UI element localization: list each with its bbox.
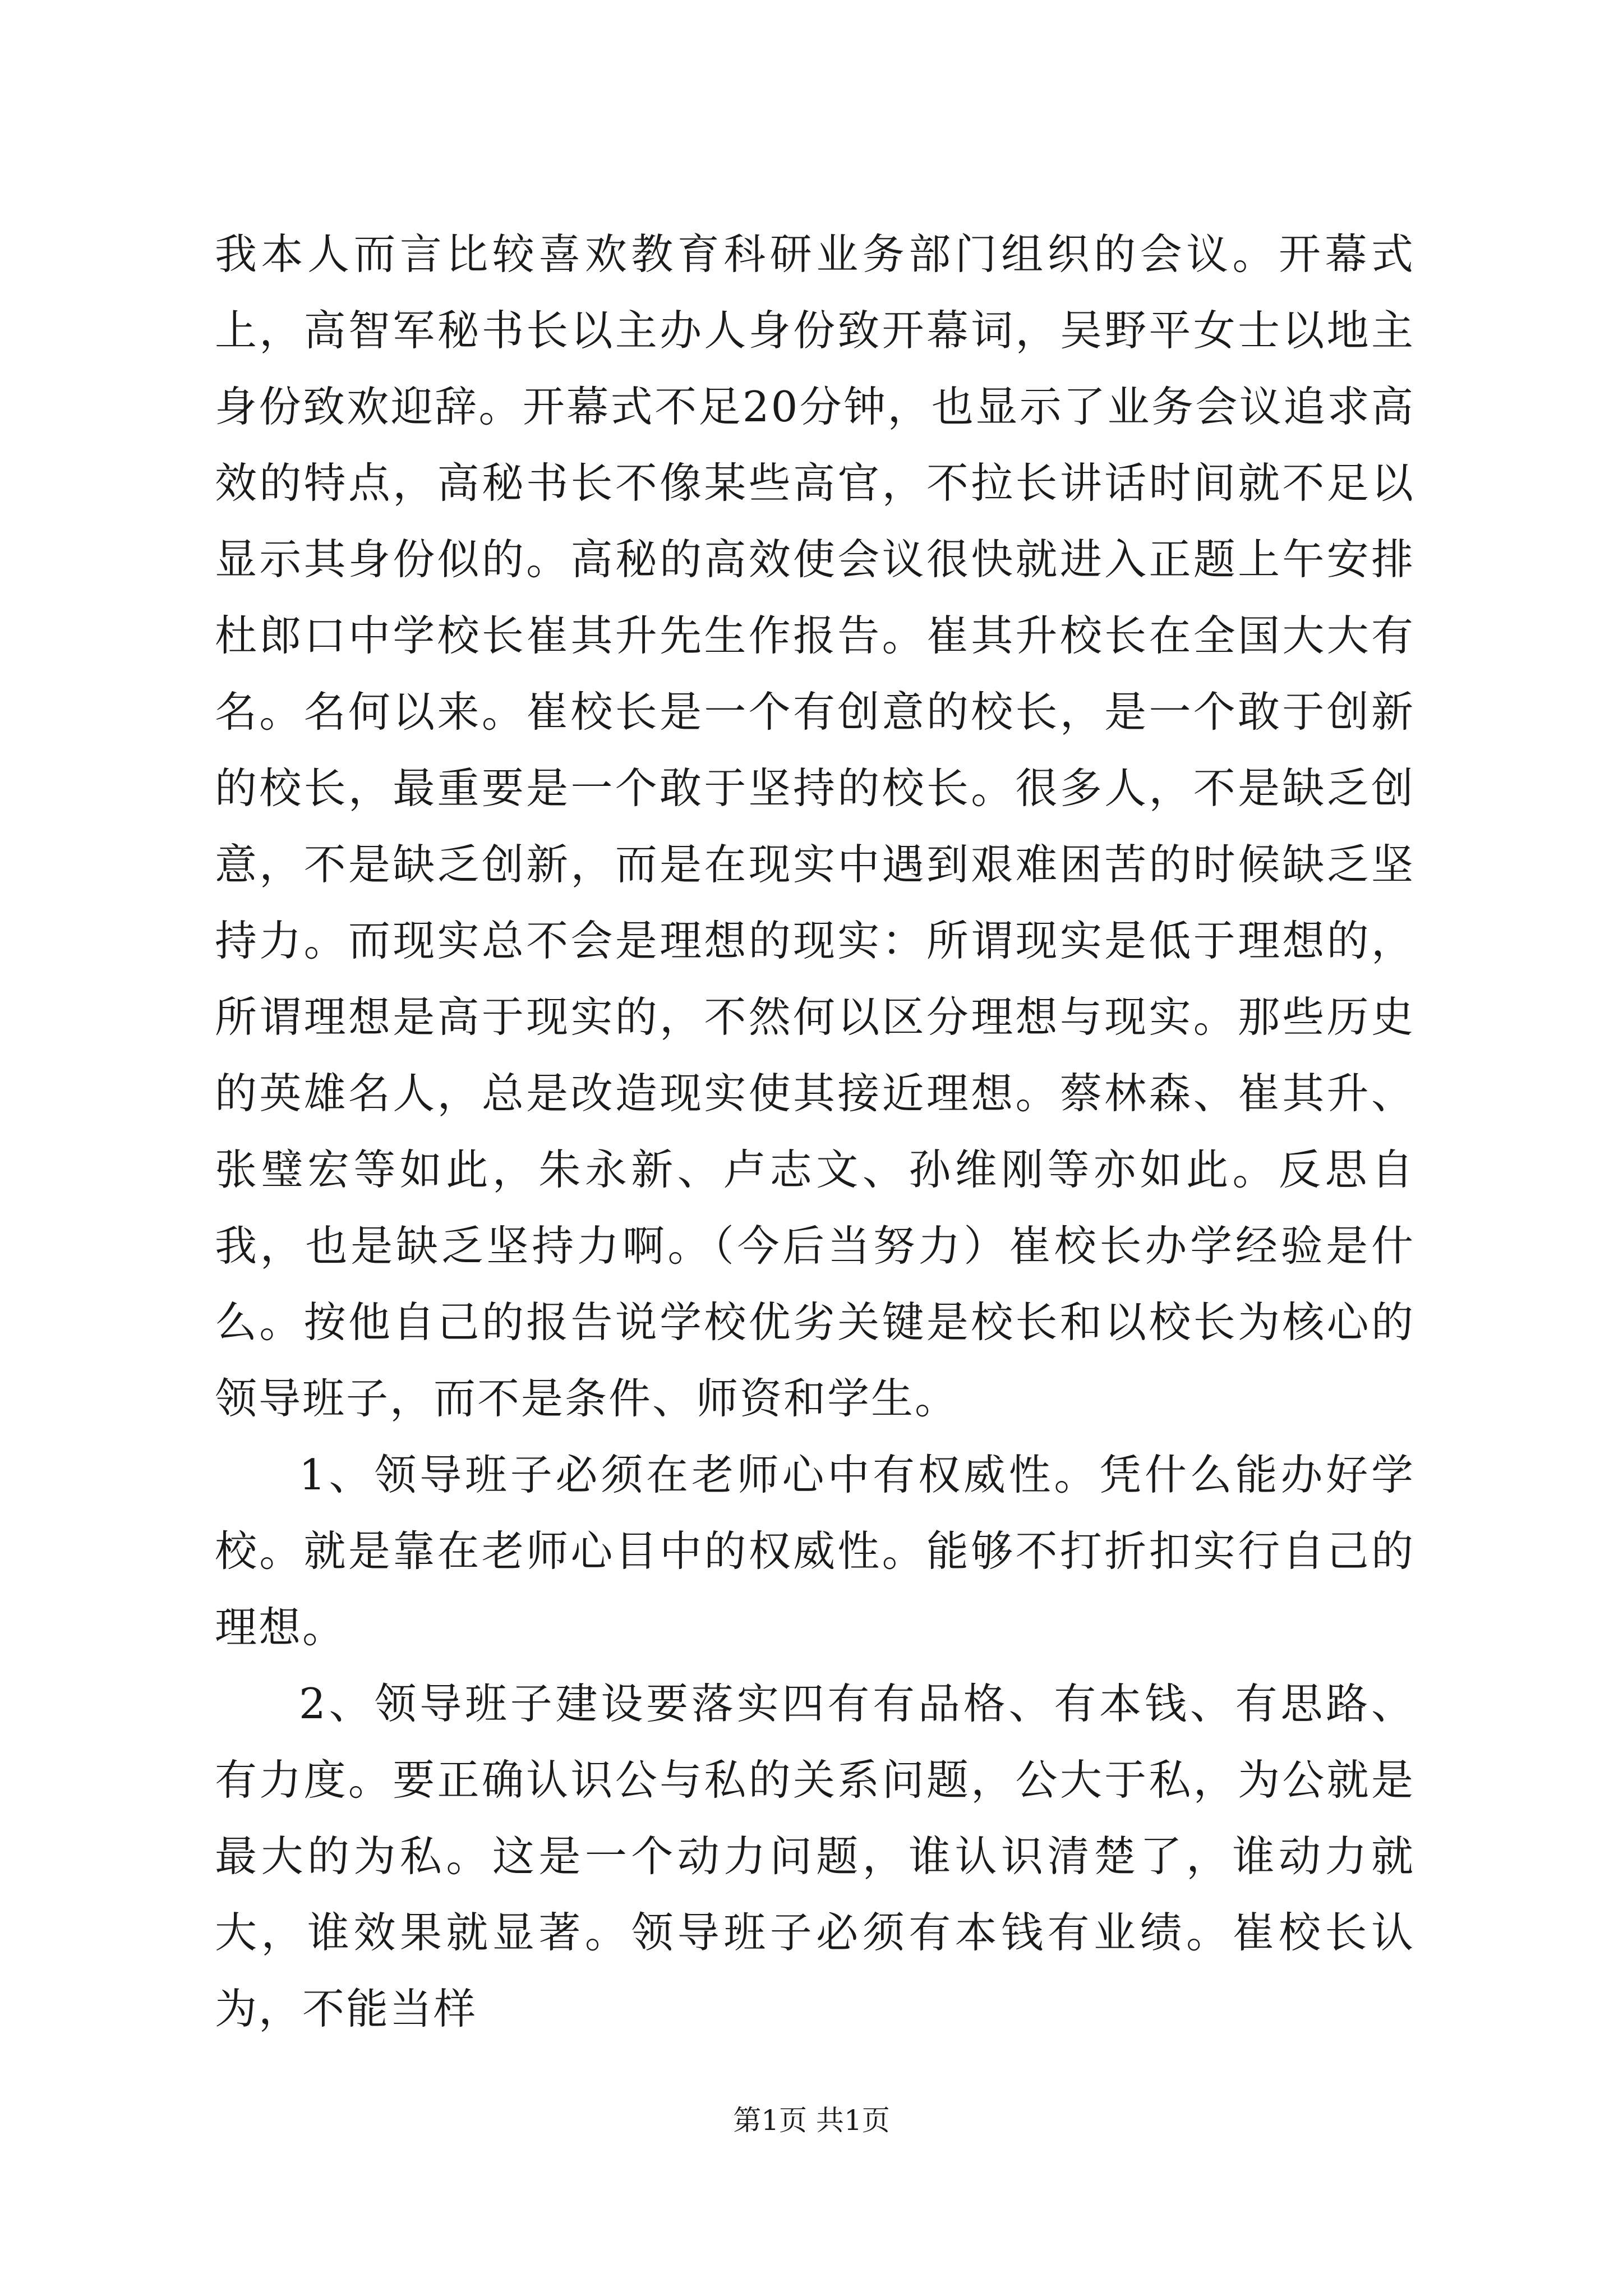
paragraph-point-1: 1、领导班子必须在老师心中有权威性。凭什么能办好学校。就是靠在老师心目中的权威性。能够不打折扣实行自己的理想。 — [215, 1450, 1415, 1652]
page-footer: 第1页 共1页 — [733, 2104, 890, 2137]
paragraph-point-2: 2、领导班子建设要落实四有有品格、有本钱、有思路、有力度。要正确认识公与私的关系问题，公大于私，为公就是最大的为私。这是一个动力问题，谁认识清楚了，谁动力就大，谁效果就显著。领导班子必须有本钱有业绩。崔校长认为，不能当样 — [215, 1679, 1415, 2033]
paragraph-intro: 我本人而言比较喜欢教育科研业务部门组织的会议。开幕式上，高智军秘书长以主办人身份致开幕词，吴野平女士以地主身份致欢迎辞。开幕式不足20分钟，也显示了业务会议追求高效的特点，高秘书长不像某些高官，不拉长讲话时间就不足以显示其身份似的。高秘的高效使会议很快就进入正题上午安排杜郎口中学校长崔其升先生作报告。崔其升校长在全国大大有名。名何以来。崔校长是一个有创意的校长，是一个敢于创新的校长，最重要是一个敢于坚持的校长。很多人，不是缺乏创意，不是缺乏创新，而是在现实中遇到艰难困苦的时候缺乏坚持力。而现实总不会是理想的现实：所谓现实是低于理想的，所谓理想是高于现实的，不然何以区分理想与现实。那些历史的英雄名人，总是改造现实使其接近理想。蔡林森、崔其升、张璧宏等如此，朱永新、卢志文、孙维刚等亦如此。反思自我，也是缺乏坚持力啊。（今后当努力）崔校长办学经验是什么。按他自己的报告说学校优劣关键是校长和以校长为核心的领导班子，而不是条件、师资和学生。 — [215, 229, 1415, 1423]
document-body — [215, 216, 1415, 2047]
